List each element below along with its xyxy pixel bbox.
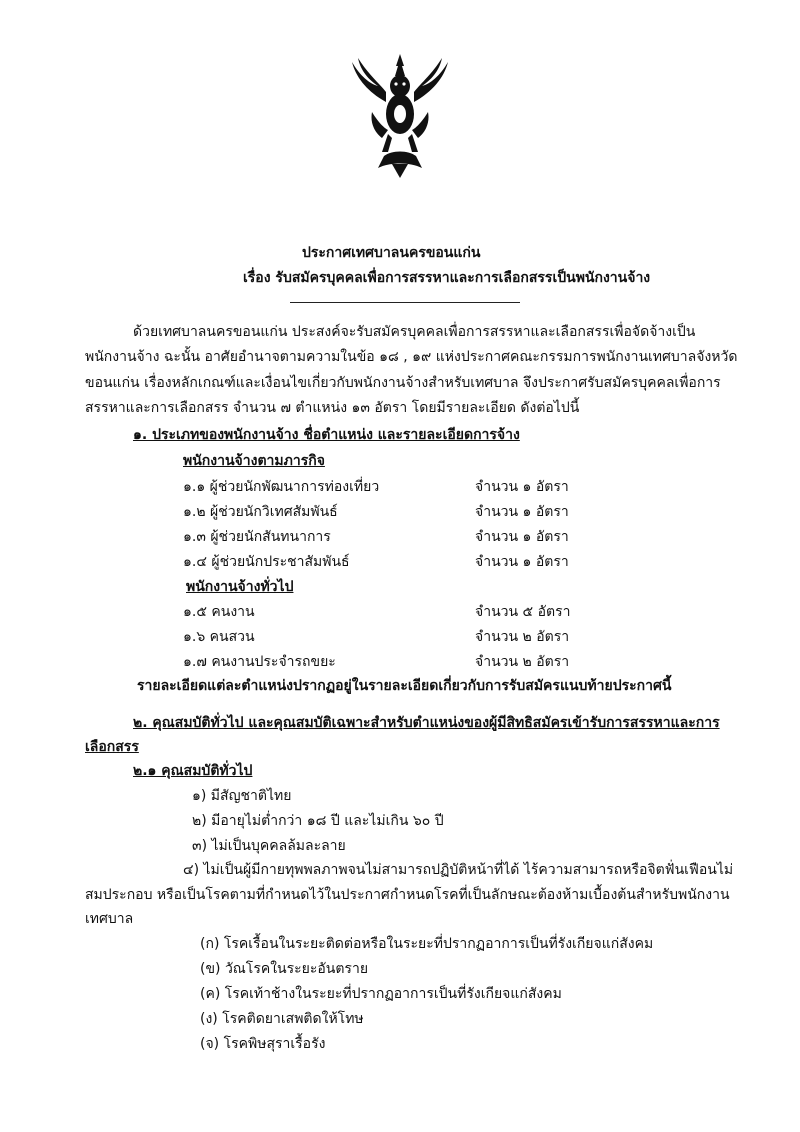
- intro-line: พนักงานจ้าง ฉะนั้น อาศัยอำนาจตามความในข้อ ๑๘ , ๑๙ แห่งประกาศคณะกรรมการพนักงานเทศบาลจังหวัด: [85, 349, 738, 365]
- position-name: ๑.๕ คนงาน: [183, 604, 255, 620]
- position-name: ๑.๖ คนสวน: [183, 629, 255, 645]
- section-1-note: รายละเอียดแต่ละตำแหน่งปรากฏอยู่ในรายละเอียดเกี่ยวกับการรับสมัครแนบท้ายประกาศนี้: [137, 678, 672, 694]
- position-count: จำนวน ๑ อัตรา: [475, 554, 569, 570]
- position-name: ๑.๓ ผู้ช่วยนักสันทนาการ: [183, 529, 331, 545]
- position-name: ๑.๑ ผู้ช่วยนักพัฒนาการท่องเที่ยว: [183, 479, 380, 495]
- section-2-heading: ๒. คุณสมบัติทั่วไป และคุณสมบัติเฉพาะสำหรับตำแหน่งของผู้มีสิทธิสมัครเข้ารับการสรรหาและการ: [133, 715, 720, 731]
- position-name: ๑.๒ ผู้ช่วยนักวิเทศสัมพันธ์: [183, 504, 338, 520]
- announcement-title: ประกาศเทศบาลนครขอนแก่น: [302, 245, 481, 261]
- intro-line: สรรหาและการเลือกสรร จำนวน ๗ ตำแหน่ง ๑๓ อัตรา โดยมีรายละเอียด ดังต่อไปนี้: [85, 400, 580, 416]
- position-name: ๑.๔ ผู้ช่วยนักประชาสัมพันธ์: [183, 554, 350, 570]
- position-count: จำนวน ๒ อัตรา: [475, 629, 570, 645]
- qualification-item: ๑) มีสัญชาติไทย: [192, 788, 292, 804]
- announcement-subject: เรื่อง รับสมัครบุคคลเพื่อการสรรหาและการเลือกสรรเป็นพนักงานจ้าง: [243, 270, 651, 286]
- position-count: จำนวน ๑ อัตรา: [475, 504, 569, 520]
- qualification-item: ๔) ไม่เป็นผู้มีกายทุพพลภาพจนไม่สามารถปฏิบัติหน้าที่ได้ ไร้ความสามารถหรือจิตฟั่นเฟือนไม่: [183, 862, 734, 878]
- disease-item: (ก) โรคเรื้อนในระยะติดต่อหรือในระยะที่ปรากฏอาการเป็นที่รังเกียจแก่สังคม: [200, 936, 654, 952]
- position-count: จำนวน ๒ อัตรา: [475, 654, 570, 670]
- section-2-1-heading: ๒.๑ คุณสมบัติทั่วไป: [133, 763, 253, 779]
- position-name: ๑.๗ คนงานประจำรถขยะ: [183, 654, 336, 670]
- intro-line: ด้วยเทศบาลนครขอนแก่น ประสงค์จะรับสมัครบุคคลเพื่อการสรรหาและเลือกสรรเพื่อจัดจ้างเป็น: [133, 324, 696, 340]
- intro-line: ขอนแก่น เรื่องหลักเกณฑ์และเงื่อนไขเกี่ยวกับพนักงานจ้างสำหรับเทศบาล จึงประกาศรับสมัครบุคคลเพื่อการ: [85, 375, 721, 391]
- qualification-item: สมประกอบ หรือเป็นโรคตามที่กำหนดไว้ในประกาศกำหนดโรคที่เป็นลักษณะต้องห้ามเบื้องต้นสำหรับพนักงาน: [85, 887, 730, 903]
- disease-item: (ง) โรคติดยาเสพติดให้โทษ: [200, 1011, 364, 1027]
- disease-item: (ข) วัณโรคในระยะอันตราย: [200, 961, 369, 977]
- title-divider: [290, 302, 520, 303]
- disease-item: (จ) โรคพิษสุราเรื้อรัง: [200, 1036, 326, 1052]
- position-count: จำนวน ๕ อัตรา: [475, 604, 571, 620]
- position-count: จำนวน ๑ อัตรา: [475, 529, 569, 545]
- section-1-heading: ๑. ประเภทของพนักงานจ้าง ชื่อตำแหน่ง และรายละเอียดการจ้าง: [133, 427, 520, 443]
- group-heading-general: พนักงานจ้างทั่วไป: [186, 579, 294, 595]
- garuda-emblem-icon: [348, 52, 452, 180]
- qualification-item: ๒) มีอายุไม่ต่ำกว่า ๑๘ ปี และไม่เกิน ๖๐ ปี: [192, 813, 444, 829]
- position-count: จำนวน ๑ อัตรา: [475, 479, 569, 495]
- section-2-heading: เลือกสรร: [85, 739, 139, 755]
- qualification-item: เทศบาล: [85, 911, 134, 927]
- disease-item: (ค) โรคเท้าช้างในระยะที่ปรากฏอาการเป็นที่รังเกียจแก่สังคม: [200, 986, 562, 1002]
- qualification-item: ๓) ไม่เป็นบุคคลล้มละลาย: [192, 838, 346, 854]
- group-heading-mission: พนักงานจ้างตามภารกิจ: [183, 453, 325, 469]
